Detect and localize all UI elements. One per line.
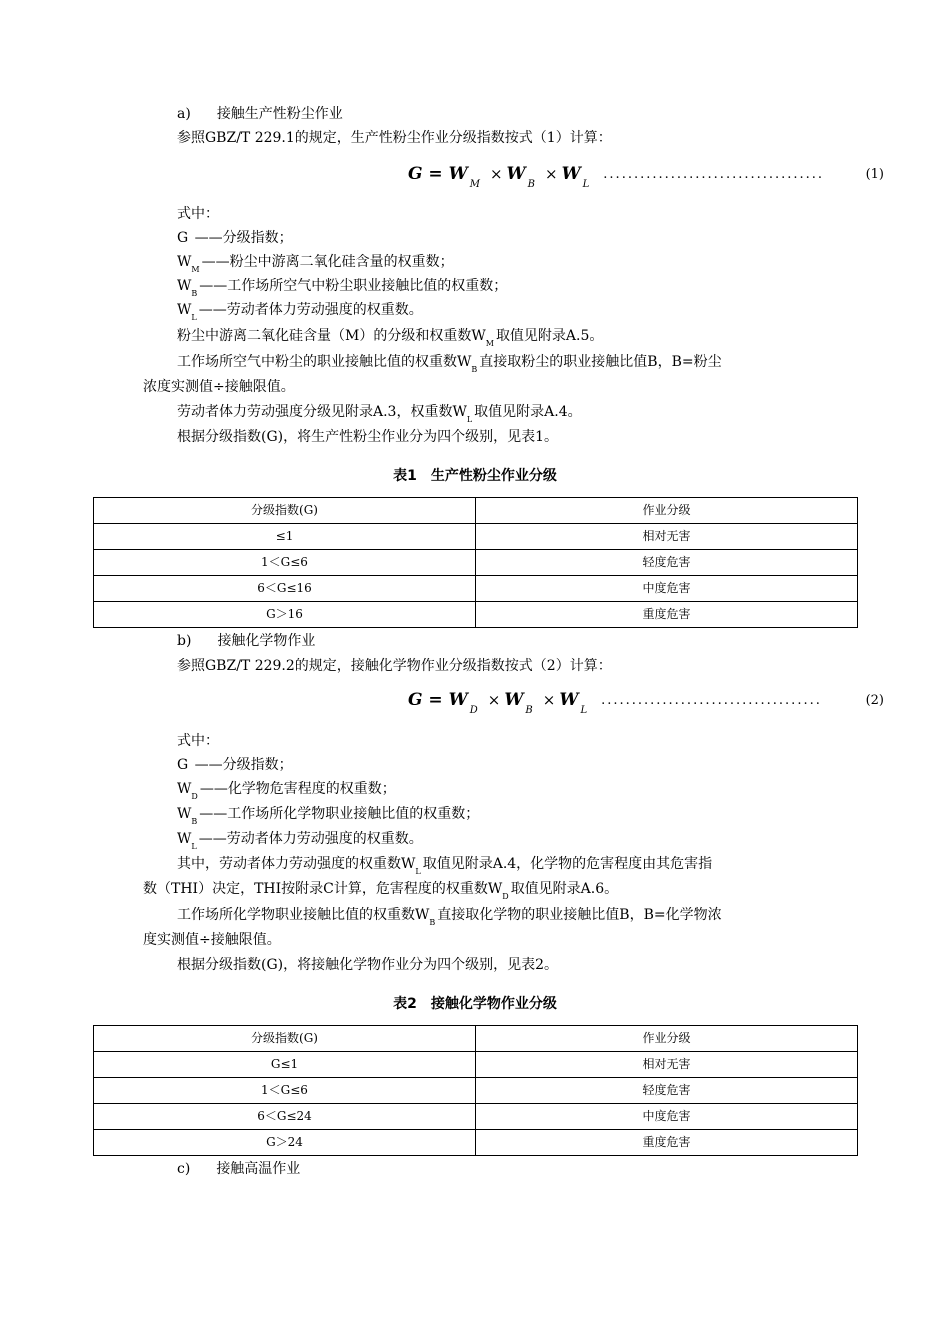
section-a-para-4: 根据分级指数(G)，将生产性粉尘作业分为四个级别，见表1。	[177, 429, 559, 445]
section-a-para-3: 劳动者体力劳动强度分级见附录A.3，权重数$W_L$ 取值见附录A.4。	[177, 404, 582, 424]
table-cell-grade: 重度危害	[476, 602, 858, 628]
section-b-title: 接触化学物作业	[217, 633, 316, 649]
table-2-header-index: 分级指数(G)	[94, 1026, 476, 1052]
table-cell-index: G＞16	[94, 602, 476, 628]
section-b-intro: 参照GBZ/T 229.2的规定，接触化学物作业分级指数按式（2）计算：	[177, 658, 612, 674]
table-cell-index: ≤1	[94, 524, 476, 550]
table-row	[94, 1052, 858, 1078]
table-cell-index: G＞24	[94, 1130, 476, 1156]
table-row	[94, 524, 858, 550]
section-c-heading	[177, 1159, 300, 1179]
table-2-header-grade: 作业分级	[476, 1026, 858, 1052]
table-cell-grade: 中度危害	[476, 1104, 858, 1130]
section-b-para-1-cont: 数（THI）决定，THI按附录C计算，危害程度的权重数$W_D$ 取值见附录A.6。	[143, 881, 619, 901]
section-b-where: 式中：	[177, 733, 219, 749]
table-cell-grade: 相对无害	[476, 524, 858, 550]
def-b-wl: $W_L$ ——劳动者体力劳动强度的权重数。	[177, 831, 423, 851]
table-cell-grade: 轻度危害	[476, 550, 858, 576]
section-a-label: a)	[177, 106, 191, 122]
formula-2-number: (2)	[865, 692, 884, 708]
table-cell-grade: 中度危害	[476, 576, 858, 602]
table-1-header-index: 分级指数(G)	[94, 498, 476, 524]
table-1-header-grade: 作业分级	[476, 498, 858, 524]
formula-1	[408, 161, 884, 190]
table-1-header-row	[94, 498, 858, 524]
formula-1-leader: ....................................	[603, 166, 825, 182]
def-b-g: G ——分级指数；	[177, 757, 293, 773]
table-2-header-row	[94, 1026, 858, 1052]
def-b-wd: $W_D$ ——化学物危害程度的权重数；	[177, 781, 396, 801]
def-a-wb: $W_B$ ——工作场所空气中粉尘职业接触比值的权重数；	[177, 278, 508, 298]
section-b-para-2-cont: 度实测值÷接触限值。	[143, 932, 281, 948]
table-cell-index: 6＜G≤16	[94, 576, 476, 602]
formula-2-expression: $G = W_D\times W_B\times W_L$	[408, 690, 588, 716]
section-b-heading	[177, 631, 315, 651]
section-a-title: 接触生产性粉尘作业	[216, 106, 343, 122]
table-2-caption: 表2 接触化学物作业分级	[393, 996, 557, 1012]
def-a-wm: $W_M$ ——粉尘中游离二氧化硅含量的权重数；	[177, 254, 454, 274]
section-a-para-2-cont: 浓度实测值÷接触限值。	[143, 379, 295, 395]
table-row	[94, 602, 858, 628]
section-b-para-1: 其中，劳动者体力劳动强度的权重数$W_L$ 取值见附录A.4，化学物的危害程度由其危害指	[177, 856, 713, 876]
section-b-para-3: 根据分级指数(G)，将接触化学物作业分为四个级别，见表2。	[177, 957, 559, 973]
section-c-label: c)	[177, 1161, 191, 1177]
table-cell-index: 1＜G≤6	[94, 550, 476, 576]
table-cell-grade: 轻度危害	[476, 1078, 858, 1104]
table-1	[93, 497, 858, 628]
section-a-intro: 参照GBZ/T 229.1的规定，生产性粉尘作业分级指数按式（1）计算：	[177, 130, 612, 146]
formula-1-expression: $G = W_M\times W_B\times W_L$	[408, 164, 590, 190]
table-row	[94, 1130, 858, 1156]
section-a-where: 式中：	[177, 206, 219, 222]
table-row	[94, 550, 858, 576]
section-a-heading	[177, 104, 343, 124]
table-row	[94, 576, 858, 602]
formula-1-number: (1)	[865, 166, 884, 182]
section-b-label: b)	[177, 633, 192, 649]
def-a-wl: $W_L$ ——劳动者体力劳动强度的权重数。	[177, 302, 423, 322]
table-1-caption: 表1 生产性粉尘作业分级	[393, 468, 557, 484]
table-2	[93, 1025, 858, 1156]
def-a-g: G ——分级指数；	[177, 230, 293, 246]
section-a-para-1: 粉尘中游离二氧化硅含量（M）的分级和权重数$W_M$ 取值见附录A.5。	[177, 328, 604, 348]
section-b-para-2: 工作场所化学物职业接触比值的权重数$W_B$ 直接取化学物的职业接触比值B，B=化学物浓	[177, 907, 722, 927]
formula-2	[408, 687, 884, 716]
table-row	[94, 1078, 858, 1104]
table-row	[94, 1104, 858, 1130]
section-c-title: 接触高温作业	[216, 1161, 301, 1177]
table-cell-grade: 重度危害	[476, 1130, 858, 1156]
table-cell-index: 1＜G≤6	[94, 1078, 476, 1104]
table-cell-index: 6＜G≤24	[94, 1104, 476, 1130]
table-cell-grade: 相对无害	[476, 1052, 858, 1078]
formula-2-leader: ....................................	[601, 692, 822, 708]
table-cell-index: G≤1	[94, 1052, 476, 1078]
def-b-wb: $W_B$ ——工作场所化学物职业接触比值的权重数；	[177, 806, 480, 826]
section-a-para-2: 工作场所空气中粉尘的职业接触比值的权重数$W_B$ 直接取粉尘的职业接触比值B，B=粉尘	[177, 354, 722, 374]
